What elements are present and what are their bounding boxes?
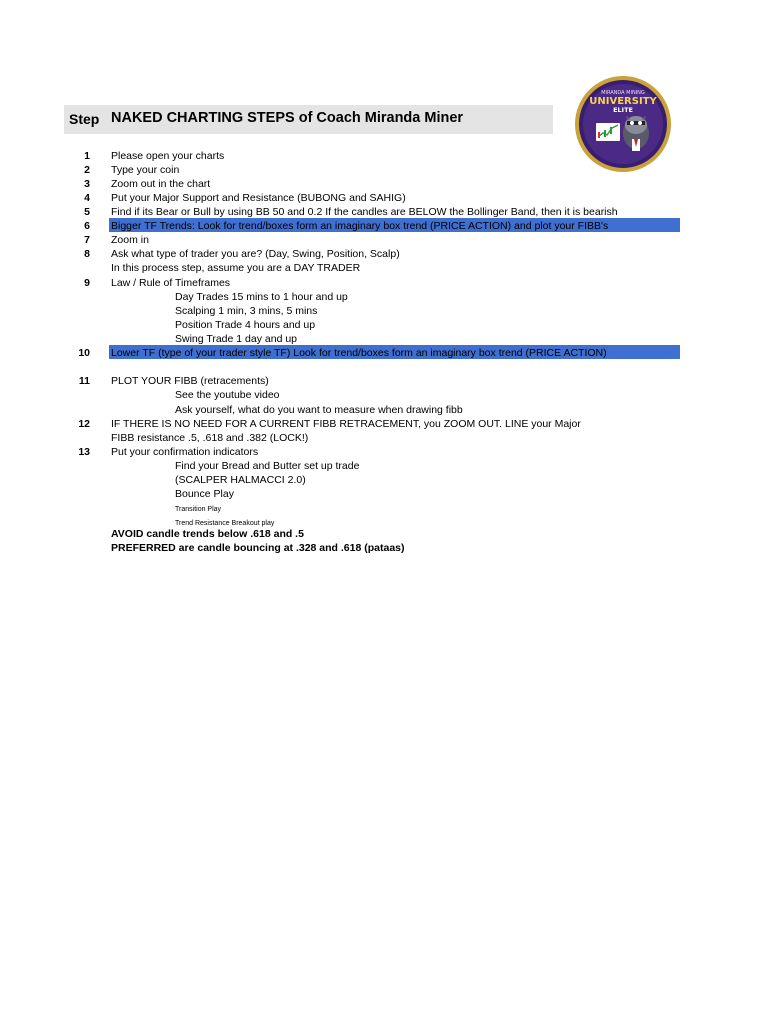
step-subtext: Day Trades 15 mins to 1 hour and up [175, 291, 348, 303]
step-subtext: Position Trade 4 hours and up [175, 319, 316, 331]
step-text: Law / Rule of Timeframes [111, 277, 231, 289]
step-text: PLOT YOUR FIBB (retracements) [111, 375, 269, 387]
page-title: NAKED CHARTING STEPS of Coach Miranda Miner [111, 110, 464, 126]
step-number: 10 [78, 347, 90, 359]
step-subtext: FIBB resistance .5, .618 and .382 (LOCK!) [111, 432, 309, 444]
step-text: IF THERE IS NO NEED FOR A CURRENT FIBB RETRACEMENT, you ZOOM OUT. LINE your Major [111, 418, 581, 430]
step-number: 12 [78, 418, 90, 430]
step-text: Type your coin [111, 164, 180, 176]
step-number: 1 [84, 150, 90, 162]
step-subtext: Ask yourself, what do you want to measure when drawing fibb [175, 404, 463, 416]
step-subtext: PREFERRED are candle bouncing at .328 and .618 (pataas) [111, 542, 405, 554]
step-text: Lower TF (type of your trader style TF) Look for trend/boxes form an imaginary box trend (PRICE ACTION) [111, 347, 607, 359]
step-text: Zoom in [111, 234, 149, 246]
step-text: Zoom out in the chart [111, 178, 211, 190]
step-text: Please open your charts [111, 150, 225, 162]
step-text: Put your Major Support and Resistance (BUBONG and SAHIG) [111, 192, 406, 204]
step-text: Find if its Bear or Bull by using BB 50 and 0.2 If the candles are BELOW the Bollinger Band, then it is bearish [111, 206, 618, 218]
step-column-header: Step [69, 111, 100, 127]
step-subtext: See the youtube video [175, 389, 280, 401]
step-number: 4 [84, 192, 90, 204]
step-subtext: Bounce Play [175, 488, 234, 500]
step-subtext: (SCALPER HALMACCI 2.0) [175, 474, 306, 486]
step-number: 3 [84, 178, 90, 190]
step-number: 8 [84, 248, 90, 260]
step-subtext: Transition Play [175, 506, 222, 513]
step-number: 2 [84, 164, 90, 176]
step-subtext: Scalping 1 min, 3 mins, 5 mins [175, 305, 318, 317]
step-number: 6 [84, 220, 90, 232]
university-logo [574, 75, 672, 173]
logo-main-text: UNIVERSITY [589, 96, 657, 107]
step-number: 11 [78, 375, 90, 387]
logo-sub-text: ELITE [613, 106, 633, 114]
step-subtext: Find your Bread and Butter set up trade [175, 460, 360, 472]
step-text: Bigger TF Trends: Look for trend/boxes form an imaginary box trend (PRICE ACTION) and plot your FIBB's [111, 220, 609, 232]
step-subtext: AVOID candle trends below .618 and .5 [111, 528, 304, 540]
step-text: Put your confirmation indicators [111, 446, 259, 458]
step-number: 13 [78, 446, 90, 458]
step-subtext: In this process step, assume you are a DAY TRADER [111, 262, 361, 274]
step-number: 7 [84, 234, 90, 246]
logo-top-text: MIRANDA MINING [601, 90, 645, 96]
step-subtext: Swing Trade 1 day and up [175, 333, 298, 345]
step-number: 9 [84, 277, 90, 289]
step-text: Ask what type of trader you are? (Day, Swing, Position, Scalp) [111, 248, 400, 260]
step-number: 5 [84, 206, 90, 218]
step-subtext: Trend Resistance Breakout play [175, 520, 275, 527]
